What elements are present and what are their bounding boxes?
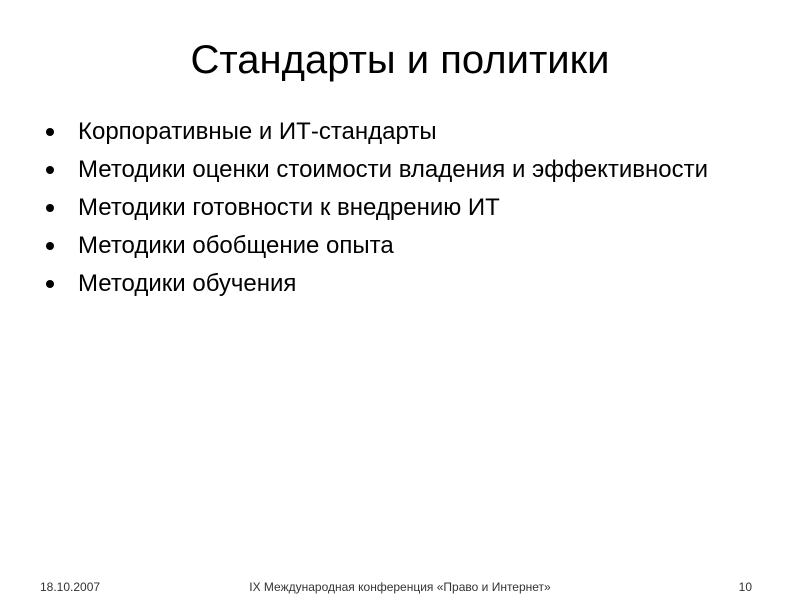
- bullet-item: [40, 116, 760, 148]
- footer-date: 18.10.2007: [40, 580, 101, 594]
- bullet-item: [40, 192, 760, 224]
- bullet-dot-icon: [46, 280, 54, 288]
- bullet-dot-icon: [46, 204, 54, 212]
- bullet-dot-icon: [46, 128, 54, 136]
- bullet-text: Методики оценки стоимости владения и эффективности: [78, 156, 709, 183]
- bullet-dot-icon: [46, 166, 54, 174]
- bullet-list: [40, 116, 760, 306]
- bullet-item: [40, 230, 760, 262]
- bullet-text: Методики обучения: [78, 270, 297, 297]
- bullet-item: [40, 268, 760, 300]
- bullet-text: Методики готовности к внедрению ИТ: [78, 194, 500, 221]
- bullet-dot-icon: [46, 242, 54, 250]
- bullet-text: Корпоративные и ИТ-стандарты: [78, 118, 437, 145]
- footer-page-number: 10: [738, 580, 752, 594]
- footer-conference: IX Международная конференция «Право и Интернет»: [249, 580, 551, 594]
- slide-title: Стандарты и политики: [190, 38, 610, 82]
- bullet-text: Методики обобщение опыта: [78, 232, 394, 259]
- bullet-item: [40, 154, 760, 186]
